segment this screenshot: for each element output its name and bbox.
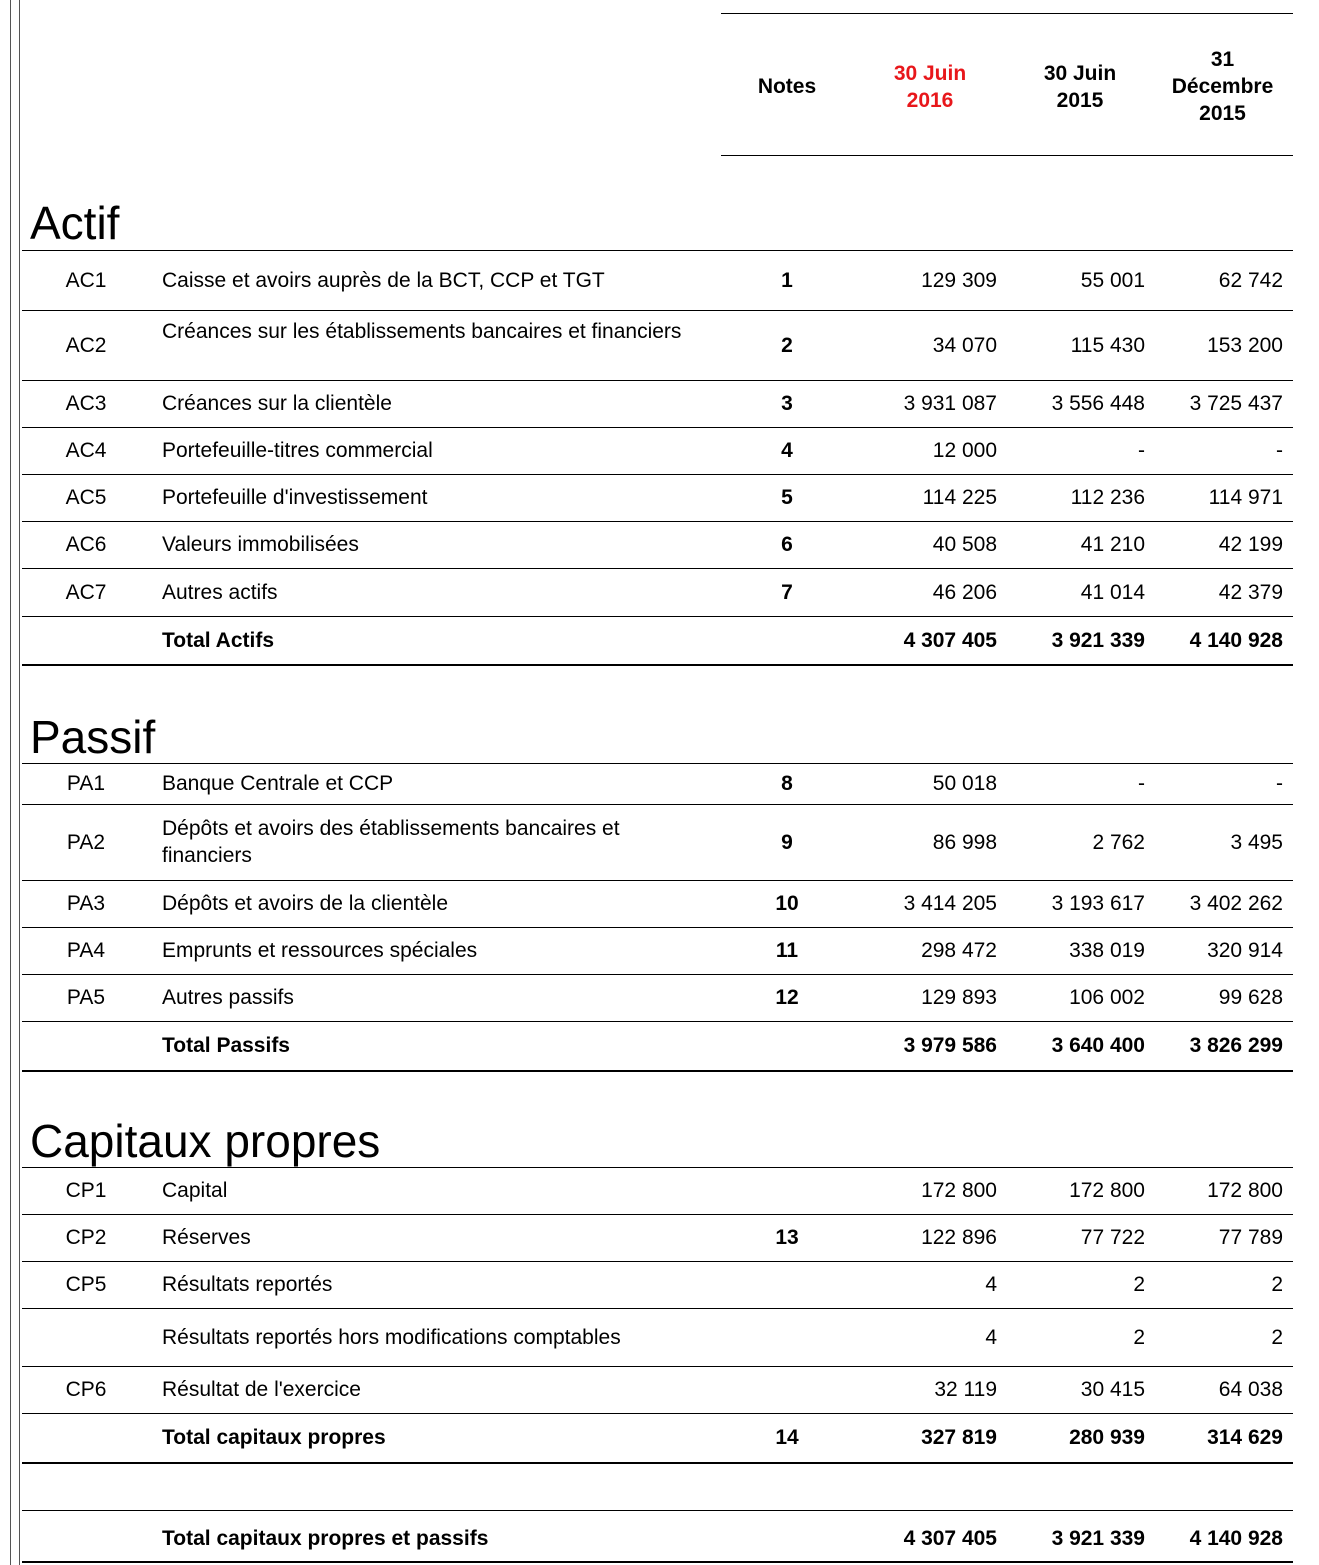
actif-row-ac5-code: AC5 xyxy=(65,486,107,509)
capitaux-row-cp1-value-jun-2015: 172 800 xyxy=(1069,1179,1145,1202)
capitaux-total-value-jun-2016: 327 819 xyxy=(921,1425,997,1449)
passif-row-pa2-value-dec-2015: 3 495 xyxy=(1230,830,1283,854)
actif-row-ac1-value-jun-2015: 55 001 xyxy=(1080,268,1145,292)
header-col-dec-2015: 31 Décembre 2015 xyxy=(1171,48,1274,125)
actif-row-ac2-value-jun-2015: 115 430 xyxy=(1070,333,1145,357)
actif-row-ac6-code: AC6 xyxy=(65,533,107,556)
passif-row-pa1-label: Banque Centrale et CCP xyxy=(162,772,394,795)
rule-passif-total xyxy=(22,1070,1293,1072)
actif-row-ac2-value-dec-2015: 153 200 xyxy=(1207,333,1283,357)
rule-passif-1 xyxy=(22,804,1293,805)
capitaux-row-cp6-value-jun-2016: 32 119 xyxy=(934,1378,997,1401)
section-title-actif: Actif xyxy=(30,197,120,249)
rule-actif-3 xyxy=(22,427,1293,428)
rule-passif-top xyxy=(22,763,1293,764)
actif-row-ac2-value-jun-2016: 34 070 xyxy=(932,333,997,357)
passif-row-pa2-label: Dépôts et avoirs des établissements bancaires et financiers xyxy=(162,817,620,867)
capitaux-row-cp1-code: CP1 xyxy=(65,1179,107,1202)
section-title-passif: Passif xyxy=(30,711,156,763)
rule-capitaux-3 xyxy=(22,1308,1293,1309)
capitaux-row-cp6-value-dec-2015: 64 038 xyxy=(1218,1378,1283,1401)
actif-row-ac5-label: Portefeuille d'investissement xyxy=(162,486,428,509)
passif-row-pa4-label: Emprunts et ressources spéciales xyxy=(162,939,478,962)
rule-grand-total-top xyxy=(22,1510,1293,1511)
actif-row-ac4-code: AC4 xyxy=(65,439,107,462)
capitaux-total-value-dec-2015: 314 629 xyxy=(1207,1425,1283,1449)
actif-total-value-jun-2015: 3 921 339 xyxy=(1051,628,1145,652)
rule-passif-2 xyxy=(22,880,1293,881)
passif-row-pa2-note: 9 xyxy=(781,830,793,854)
actif-row-ac4-label: Portefeuille-titres commercial xyxy=(162,439,433,462)
actif-row-ac5-value-dec-2015: 114 971 xyxy=(1208,486,1283,509)
rule-capitaux-top xyxy=(22,1167,1293,1168)
rule-actif-1 xyxy=(22,310,1293,311)
passif-row-pa5-label: Autres passifs xyxy=(162,986,294,1009)
capitaux-total-note: 14 xyxy=(775,1425,799,1449)
header-col-jun-2015: 30 Juin 2015 xyxy=(1043,62,1117,112)
capitaux-row-cp5-label: Résultats reportés xyxy=(162,1273,333,1296)
grand-total-label: Total capitaux propres et passifs xyxy=(162,1526,489,1550)
capitaux-total-label: Total capitaux propres xyxy=(162,1425,386,1449)
passif-row-pa5-note: 12 xyxy=(775,986,799,1009)
actif-row-ac7-value-jun-2015: 41 014 xyxy=(1080,580,1145,604)
passif-row-pa3-note: 10 xyxy=(775,892,799,915)
section-title-capitaux: Capitaux propres xyxy=(30,1115,381,1167)
actif-row-ac1-note: 1 xyxy=(781,268,793,292)
capitaux-row-cp6-label: Résultat de l'exercice xyxy=(162,1378,361,1401)
passif-row-pa4-value-jun-2016: 298 472 xyxy=(921,939,997,962)
capitaux-row-cp1-value-dec-2015: 172 800 xyxy=(1207,1179,1283,1202)
passif-row-pa5-value-jun-2016: 129 893 xyxy=(921,986,997,1009)
actif-row-ac6-value-jun-2016: 40 508 xyxy=(932,533,997,556)
actif-row-ac6-value-dec-2015: 42 199 xyxy=(1218,533,1283,556)
capitaux-row-hors-modif-value-dec-2015: 2 xyxy=(1271,1325,1283,1349)
passif-total-value-jun-2015: 3 640 400 xyxy=(1051,1033,1145,1057)
passif-row-pa2-value-jun-2016: 86 998 xyxy=(932,830,997,854)
rule-capitaux-2 xyxy=(22,1261,1293,1262)
grand-total-value-dec-2015: 4 140 928 xyxy=(1189,1526,1283,1550)
actif-row-ac5-value-jun-2015: 112 236 xyxy=(1070,486,1145,509)
passif-row-pa5-value-dec-2015: 99 628 xyxy=(1218,986,1283,1009)
capitaux-row-cp5-value-jun-2015: 2 xyxy=(1133,1273,1145,1296)
rule-passif-5 xyxy=(22,1021,1293,1022)
capitaux-row-cp5-value-dec-2015: 2 xyxy=(1271,1273,1283,1296)
passif-row-pa1-value-dec-2015: - xyxy=(1276,772,1283,795)
actif-row-ac1-value-dec-2015: 62 742 xyxy=(1218,268,1283,292)
grand-total-value-jun-2016: 4 307 405 xyxy=(903,1526,997,1550)
capitaux-row-cp5-value-jun-2016: 4 xyxy=(985,1273,997,1296)
page-border-left xyxy=(10,0,11,1565)
actif-row-ac7-note: 7 xyxy=(781,580,793,604)
capitaux-row-hors-modif-label: Résultats reportés hors modifications comptables xyxy=(162,1325,621,1349)
actif-row-ac6-note: 6 xyxy=(781,533,793,556)
capitaux-total-value-jun-2015: 280 939 xyxy=(1069,1425,1145,1449)
capitaux-row-cp2-value-jun-2015: 77 722 xyxy=(1080,1226,1145,1249)
rule-actif-total xyxy=(22,664,1293,666)
header-top-rule xyxy=(721,13,1293,14)
actif-row-ac2-code: AC2 xyxy=(65,333,107,357)
actif-row-ac4-value-jun-2016: 12 000 xyxy=(932,439,997,462)
capitaux-row-cp2-value-jun-2016: 122 896 xyxy=(921,1226,997,1249)
capitaux-row-hors-modif-value-jun-2016: 4 xyxy=(985,1325,997,1349)
header-col-jun-2016: 30 Juin 2016 xyxy=(893,62,967,112)
actif-row-ac3-note: 3 xyxy=(781,392,793,415)
passif-row-pa3-value-jun-2015: 3 193 617 xyxy=(1051,892,1145,915)
passif-row-pa5-value-jun-2015: 106 002 xyxy=(1069,986,1145,1009)
actif-row-ac3-value-jun-2016: 3 931 087 xyxy=(903,392,997,415)
actif-row-ac3-label: Créances sur la clientèle xyxy=(162,392,392,415)
passif-row-pa4-value-dec-2015: 320 914 xyxy=(1207,939,1283,962)
actif-row-ac7-value-dec-2015: 42 379 xyxy=(1218,580,1283,604)
page-border-left-inner xyxy=(19,0,20,1565)
passif-total-value-jun-2016: 3 979 586 xyxy=(903,1033,997,1057)
rule-actif-6 xyxy=(22,568,1293,569)
actif-row-ac7-code: AC7 xyxy=(65,580,107,604)
rule-actif-7 xyxy=(22,616,1293,617)
passif-row-pa3-value-jun-2016: 3 414 205 xyxy=(903,892,997,915)
rule-actif-2 xyxy=(22,380,1293,381)
actif-row-ac6-label: Valeurs immobilisées xyxy=(162,533,359,556)
passif-total-label: Total Passifs xyxy=(162,1033,290,1057)
passif-row-pa3-code: PA3 xyxy=(66,892,106,915)
capitaux-row-cp1-value-jun-2016: 172 800 xyxy=(921,1179,997,1202)
header-notes: Notes xyxy=(757,75,817,98)
capitaux-row-cp2-note: 13 xyxy=(775,1226,799,1249)
rule-actif-5 xyxy=(22,521,1293,522)
actif-total-label: Total Actifs xyxy=(162,628,275,652)
actif-row-ac1-value-jun-2016: 129 309 xyxy=(921,268,997,292)
passif-row-pa3-value-dec-2015: 3 402 262 xyxy=(1189,892,1283,915)
rule-capitaux-4 xyxy=(22,1366,1293,1367)
passif-row-pa1-note: 8 xyxy=(781,772,793,795)
actif-row-ac1-code: AC1 xyxy=(65,268,107,292)
passif-row-pa4-value-jun-2015: 338 019 xyxy=(1069,939,1145,962)
rule-passif-4 xyxy=(22,974,1293,975)
capitaux-row-cp2-label: Réserves xyxy=(162,1226,251,1249)
actif-row-ac4-note: 4 xyxy=(781,439,793,462)
capitaux-row-cp5-code: CP5 xyxy=(65,1273,107,1296)
rule-capitaux-1 xyxy=(22,1214,1293,1215)
capitaux-row-cp6-code: CP6 xyxy=(65,1378,107,1401)
header-bottom-rule xyxy=(721,155,1293,156)
passif-row-pa2-value-jun-2015: 2 762 xyxy=(1092,830,1145,854)
rule-capitaux-total xyxy=(22,1462,1293,1464)
capitaux-row-cp2-code: CP2 xyxy=(65,1226,107,1249)
actif-total-value-dec-2015: 4 140 928 xyxy=(1189,628,1283,652)
rule-capitaux-5 xyxy=(22,1413,1293,1414)
capitaux-row-hors-modif-value-jun-2015: 2 xyxy=(1133,1325,1145,1349)
actif-row-ac7-value-jun-2016: 46 206 xyxy=(932,580,997,604)
actif-row-ac6-value-jun-2015: 41 210 xyxy=(1080,533,1145,556)
passif-row-pa1-value-jun-2015: - xyxy=(1138,772,1145,795)
rule-actif-4 xyxy=(22,474,1293,475)
actif-row-ac2-note: 2 xyxy=(781,333,793,357)
actif-row-ac3-value-dec-2015: 3 725 437 xyxy=(1189,392,1283,415)
rule-passif-3 xyxy=(22,927,1293,928)
passif-row-pa2-code: PA2 xyxy=(66,830,106,854)
grand-total-value-jun-2015: 3 921 339 xyxy=(1051,1526,1145,1550)
capitaux-row-cp6-value-jun-2015: 30 415 xyxy=(1080,1378,1145,1401)
passif-row-pa3-label: Dépôts et avoirs de la clientèle xyxy=(162,892,448,915)
actif-row-ac2-label: Créances sur les établissements bancaires et financiers xyxy=(162,320,682,343)
passif-total-value-dec-2015: 3 826 299 xyxy=(1189,1033,1283,1057)
passif-row-pa4-note: 11 xyxy=(775,939,799,962)
actif-row-ac1-label: Caisse et avoirs auprès de la BCT, CCP et TGT xyxy=(162,268,605,292)
actif-row-ac4-value-jun-2015: - xyxy=(1138,439,1145,462)
actif-row-ac3-value-jun-2015: 3 556 448 xyxy=(1051,392,1145,415)
actif-row-ac5-note: 5 xyxy=(781,486,793,509)
passif-row-pa1-value-jun-2016: 50 018 xyxy=(932,772,997,795)
actif-row-ac7-label: Autres actifs xyxy=(162,580,278,604)
rule-actif-top xyxy=(22,250,1293,251)
actif-total-value-jun-2016: 4 307 405 xyxy=(903,628,997,652)
rule-grand-total-bottom xyxy=(22,1561,1293,1563)
actif-row-ac4-value-dec-2015: - xyxy=(1276,439,1283,462)
passif-row-pa1-code: PA1 xyxy=(66,772,106,795)
actif-row-ac5-value-jun-2016: 114 225 xyxy=(922,486,997,509)
passif-row-pa5-code: PA5 xyxy=(66,986,106,1009)
actif-row-ac3-code: AC3 xyxy=(65,392,107,415)
capitaux-row-cp2-value-dec-2015: 77 789 xyxy=(1218,1226,1283,1249)
passif-row-pa4-code: PA4 xyxy=(66,939,106,962)
capitaux-row-cp1-label: Capital xyxy=(162,1179,228,1202)
